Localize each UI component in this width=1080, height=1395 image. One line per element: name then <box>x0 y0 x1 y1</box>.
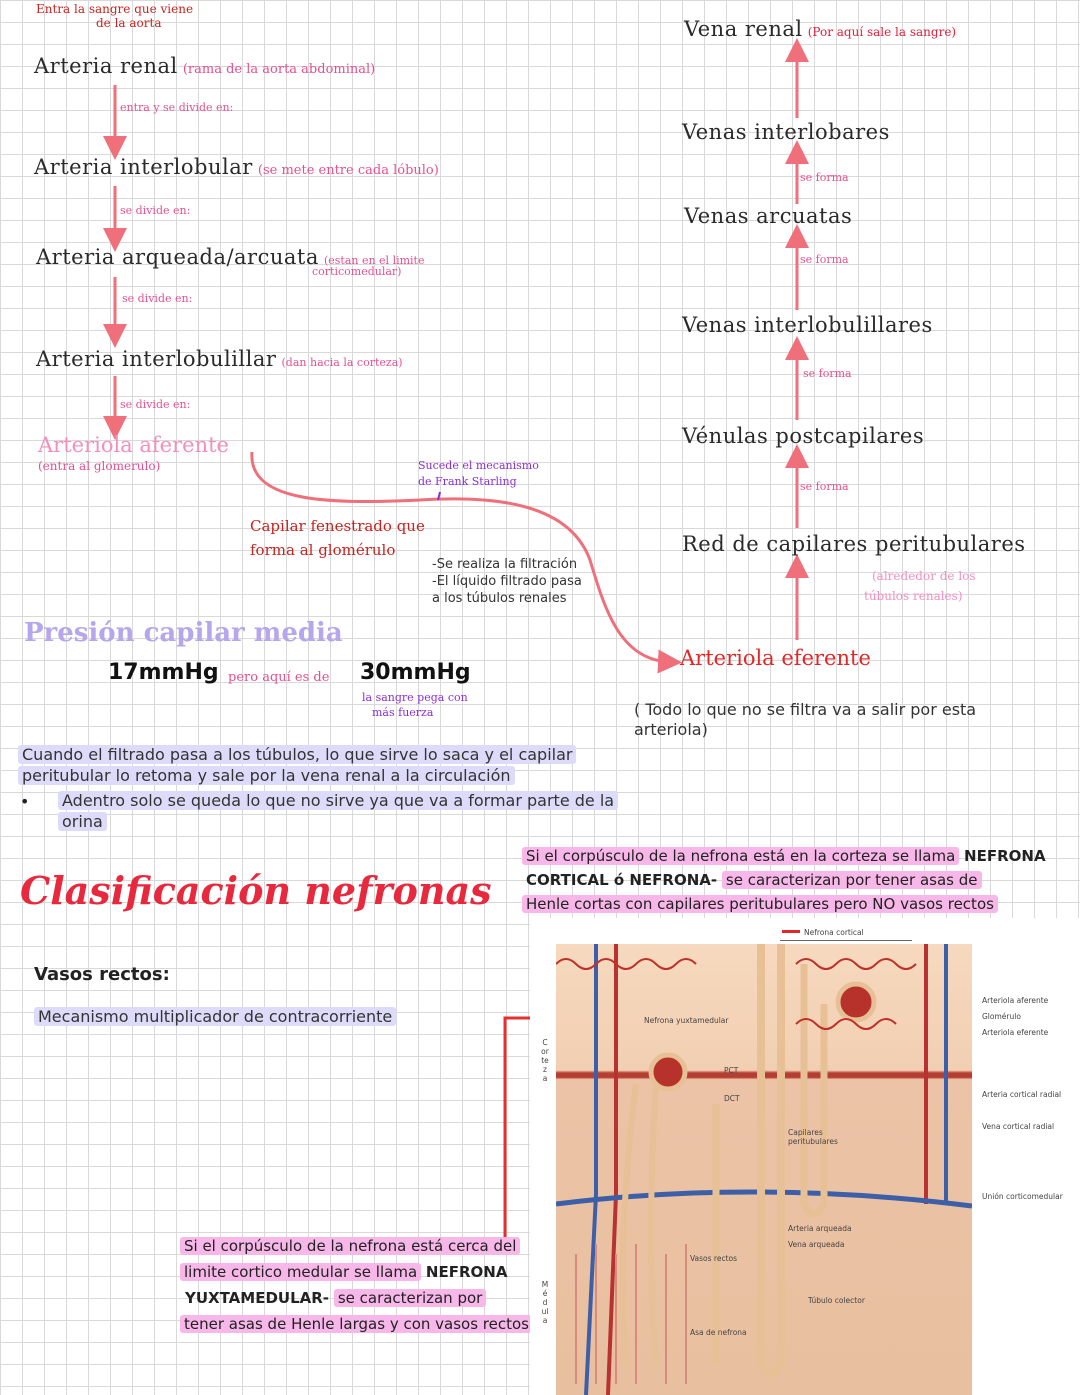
chain-label: Arteria interlobular <box>34 155 253 179</box>
arteriola-aferente: Arteriola aferente <box>38 433 229 457</box>
red-capilares-note <box>864 566 976 606</box>
fig-label-corteza: Corteza <box>541 1038 549 1083</box>
bullet-line: orina <box>58 812 107 831</box>
chain-label: Arteria renal <box>34 54 178 78</box>
chain-label: Arteria interlobulillar <box>36 347 277 371</box>
pressure-title: Presión capilar media <box>24 618 343 648</box>
eferente-note <box>634 700 976 740</box>
eferente-note-line: arteriola) <box>634 720 708 739</box>
fig-label-medula: Médula <box>541 1280 549 1325</box>
classification-title: Clasificación nefronas <box>20 868 492 913</box>
cortical-bold: CORTICAL ó NEFRONA- <box>526 871 718 889</box>
yuxta-text <box>180 1233 533 1337</box>
fig-label-capilares: Capilares peritubulares <box>788 1128 838 1146</box>
paragraph-line: Cuando el filtrado pasa a los túbulos, lo que sirve lo saca y el capilar <box>18 745 576 764</box>
yuxta-line: se caracterizan por <box>334 1289 487 1307</box>
vasos-title: Vasos rectos: <box>34 964 170 985</box>
arteria-renal <box>34 54 375 78</box>
pressure-value-1: 17mmHg <box>108 660 219 685</box>
vasos-text: Mecanismo multiplicador de contracorriente <box>34 1007 396 1026</box>
yuxta-bold: YUXTAMEDULAR- <box>185 1289 330 1307</box>
yuxta-bold: NEFRONA <box>425 1263 508 1281</box>
pressure-note-line: más fuerza <box>372 706 434 719</box>
red-note-line: (alrededor de los <box>872 569 976 583</box>
yuxta-line: Si el corpúsculo de la nefrona está cerca del <box>180 1237 520 1255</box>
chain-label: Vena renal <box>684 17 803 41</box>
yuxta-line: tener asas de Henle largas y con vasos rectos <box>180 1315 533 1333</box>
fig-label-art-aferente: Arteriola aferente <box>982 996 1049 1005</box>
capilar-line: Capilar fenestrado que <box>250 517 425 535</box>
cortical-line: Henle cortas con capilares peritubulares pero NO vasos rectos <box>522 895 998 913</box>
chain-note: corticomedular) <box>312 265 402 278</box>
capilar-line: forma al glomérulo <box>250 541 396 559</box>
filtration-line: -El líquido filtrado pasa <box>432 574 582 589</box>
fig-label-glomerulo: Glomérulo <box>982 1012 1021 1021</box>
vasos-text-wrap <box>34 1007 396 1026</box>
venas-arcuatas: Venas arcuatas <box>684 204 853 228</box>
cortical-marker <box>782 930 800 933</box>
eferente-note-line: ( Todo lo que no se filtra va a salir por esta <box>634 700 977 719</box>
fig-label-yuxta: Nefrona yuxtamedular <box>644 1016 729 1025</box>
fig-label-cortical: Nefrona cortical <box>804 928 864 937</box>
cortical-line: se caracterizan por tener asas de <box>722 871 982 889</box>
chain-note: (Por aquí sale la sangre) <box>807 25 957 39</box>
red-note-line: túbulos renales) <box>864 589 963 603</box>
frank-line: Sucede el mecanismo <box>418 459 539 472</box>
arteriola-eferente: Arteriola eferente <box>680 646 871 670</box>
arrow-note: se forma <box>800 480 849 493</box>
pressure-value-2: 30mmHg <box>360 660 471 685</box>
fig-label-asa: Asa de nefrona <box>690 1328 747 1337</box>
chain-note: (dan hacia la corteza) <box>281 356 403 369</box>
paragraph-line: peritubular lo retoma y sale por la vena renal a la circulación <box>18 766 515 785</box>
pressure-note <box>362 690 468 720</box>
frank-line: de Frank Starling <box>418 475 517 488</box>
venas-interlobulillares: Venas interlobulillares <box>682 313 933 337</box>
cortical-line: Si el corpúsculo de la nefrona está en la corteza se llama <box>522 847 959 865</box>
arrow-note: se divide en: <box>120 204 191 217</box>
venulas-postcapilares: Vénulas postcapilares <box>682 424 925 448</box>
nephron-illustration <box>556 944 972 1395</box>
chain-note: (rama de la aorta abdominal) <box>182 62 376 77</box>
top-note-line: Entra la sangre que viene <box>36 2 194 16</box>
chain-label: Arteria arqueada/arcuata <box>36 245 319 269</box>
chain-note: (estan en el limite <box>323 254 425 267</box>
fig-label-union: Unión corticomedular <box>982 1192 1063 1201</box>
cortical-bold: NEFRONA <box>964 847 1046 865</box>
yuxta-line: limite cortico medular se llama <box>180 1263 421 1281</box>
filtrado-paragraph <box>18 744 576 786</box>
fig-label-art-cortical: Arteria cortical radial <box>982 1090 1062 1099</box>
arrow-note: se divide en: <box>120 398 191 411</box>
aferente-note: (entra al glomerulo) <box>38 459 161 473</box>
arrow-note: se divide en: <box>122 292 193 305</box>
arrow-note: se forma <box>800 253 849 266</box>
fig-label-art-arqueada: Arteria arqueada <box>788 1224 852 1233</box>
chain-note: (se mete entre cada lóbulo) <box>257 163 439 178</box>
bullet-dot: • <box>20 792 30 811</box>
frank-starling-note <box>418 458 539 490</box>
cortical-text <box>522 844 1046 916</box>
filtration-line: -Se realiza la filtración <box>432 557 578 572</box>
filtration-line: a los túbulos renales <box>432 591 567 606</box>
fig-label-dct: DCT <box>724 1094 740 1103</box>
capilar-note <box>250 514 425 562</box>
venas-interlobares: Venas interlobares <box>682 120 890 144</box>
fig-label-art-eferente: Arteriola eferente <box>982 1028 1049 1037</box>
nephron-drawing <box>556 944 972 1395</box>
fig-label-vena-arqueada: Vena arqueada <box>788 1240 845 1249</box>
arrow-note: se forma <box>803 367 852 380</box>
vena-renal <box>684 17 956 41</box>
red-capilares: Red de capilares peritubulares <box>682 532 1026 556</box>
arrow-note: entra y se divide en: <box>120 101 234 114</box>
fig-label-vena-cortical: Vena cortical radial <box>982 1122 1055 1131</box>
bullet-text <box>58 790 618 832</box>
pressure-note-line: la sangre pega con <box>362 691 468 704</box>
arteria-interlobular <box>34 155 439 179</box>
arrow-note: se forma <box>800 171 849 184</box>
fig-label-pct: PCT <box>724 1066 739 1075</box>
arteria-interlobulillar <box>36 347 403 371</box>
fig-label-tubulo: Túbulo colector <box>808 1296 865 1305</box>
cortical-bracket <box>780 940 912 941</box>
bullet-line: Adentro solo se queda lo que no sirve ya que va a formar parte de la <box>58 791 618 810</box>
pressure-connector: pero aquí es de <box>228 670 330 685</box>
filtration-note <box>432 556 582 607</box>
top-note <box>36 2 193 30</box>
fig-label-vasos-rectos: Vasos rectos <box>690 1254 738 1263</box>
top-note-line: de la aorta <box>96 16 162 30</box>
